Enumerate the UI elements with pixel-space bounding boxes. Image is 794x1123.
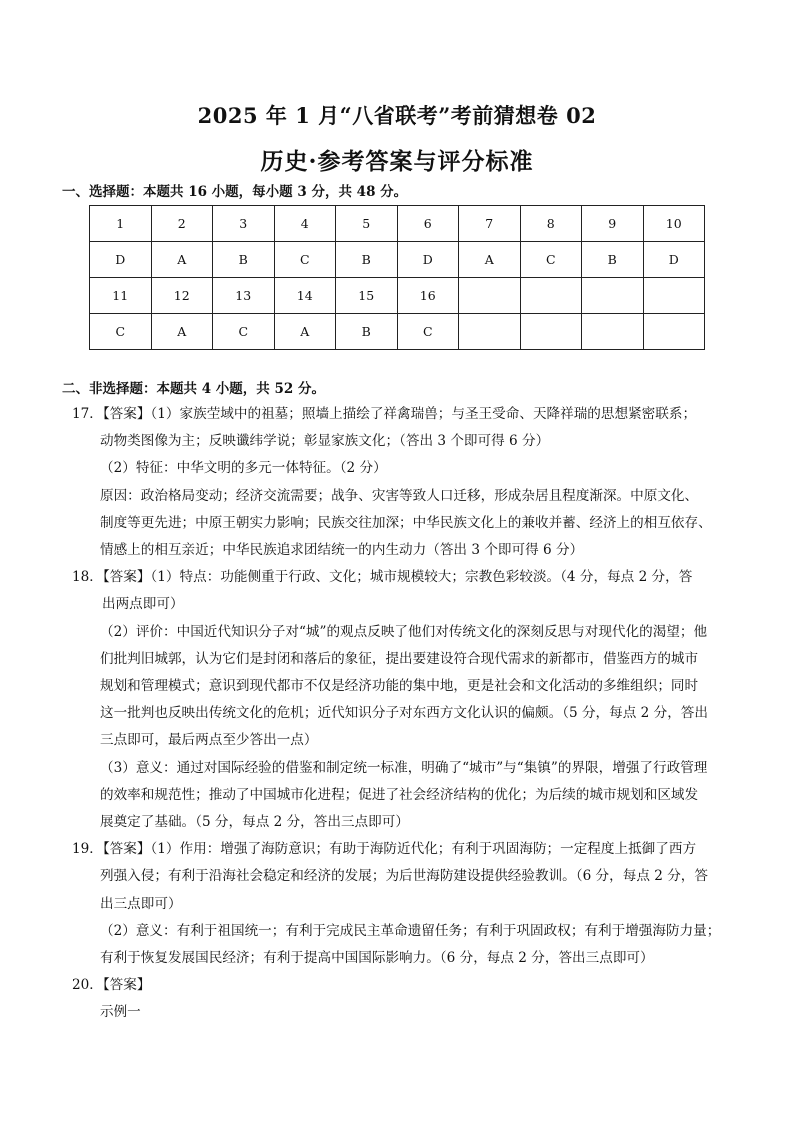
table-cell: 5 — [336, 206, 398, 242]
answer-line: 出两点即可） — [102, 596, 184, 613]
section1-heading: 一、选择题：本题共 16 小题，每小题 3 分，共 48 分。 — [62, 184, 408, 200]
answer-line: 情感上的相互亲近；中华民族追求团结统一的内生动力（答出 3 个即可得 6 分） — [100, 542, 584, 559]
answer-line: 这一批判也反映出传统文化的危机；近代知识分子对东西方文化认识的偏颇。（5 分，每点 2 分，答出 — [100, 705, 708, 722]
answer-line: （2）评价：中国近代知识分子对“城”的观点反映了他们对传统文化的深刻反思与对现代化的渴望；他 — [100, 623, 708, 640]
table-cell: A — [151, 242, 213, 278]
answer-line: 出三点即可） — [100, 895, 182, 912]
table-cell: A — [459, 242, 521, 278]
table-cell: 8 — [520, 206, 582, 242]
table-row — [90, 242, 705, 278]
table-cell: C — [397, 314, 459, 350]
table-row — [90, 206, 705, 242]
page-subtitle: 历史·参考答案与评分标准 — [260, 148, 534, 175]
table-cell: 13 — [213, 278, 275, 314]
answer-line: 动物类图像为主；反映谶纬学说；彰显家族文化；（答出 3 个即可得 6 分） — [100, 433, 550, 450]
answer-line: 制度等更先进；中原王朝实力影响；民族交往加深；中华民族文化上的兼收并蓄、经济上的相互依存、 — [100, 514, 712, 531]
table-cell: A — [151, 314, 213, 350]
page-title: 2025 年 1 月“八省联考”考前猜想卷 02 — [197, 103, 597, 128]
section2-heading: 二、非选择题：本题共 4 小题，共 52 分。 — [62, 381, 325, 397]
answer-line: 示例一 — [100, 1004, 141, 1021]
table-cell: 10 — [643, 206, 705, 242]
answer-line: 的效率和规范性；推动了中国城市化进程；促进了社会经济结构的优化；为后续的城市规划和区域发 — [100, 786, 699, 803]
table-cell — [582, 314, 644, 350]
table-cell: C — [90, 314, 152, 350]
table-cell: 6 — [397, 206, 459, 242]
answer-line: 三点即可，最后两点至少答出一点） — [100, 732, 318, 749]
answer-line: 有利于恢复发展国民经济；有利于提高中国国际影响力。（6 分，每点 2 分，答出三点即可） — [100, 950, 654, 967]
table-cell: 12 — [151, 278, 213, 314]
answer-table — [89, 205, 705, 350]
table-cell: C — [213, 314, 275, 350]
table-cell: 4 — [274, 206, 336, 242]
table-cell — [582, 278, 644, 314]
table-cell: 11 — [90, 278, 152, 314]
answer-line: 们批判旧城郭，认为它们是封闭和落后的象征，提出要建设符合现代需求的新都市，借鉴西方的城市 — [100, 650, 699, 667]
table-cell: 9 — [582, 206, 644, 242]
table-cell: 1 — [90, 206, 152, 242]
answer-line: （2）意义：有利于祖国统一；有利于完成民主革命遗留任务；有利于巩固政权；有利于增强海防力量； — [100, 922, 721, 939]
table-cell — [643, 278, 705, 314]
table-cell: C — [520, 242, 582, 278]
table-cell: B — [582, 242, 644, 278]
answer-line: 展奠定了基础。（5 分，每点 2 分，答出三点即可） — [100, 814, 409, 831]
table-cell — [520, 314, 582, 350]
table-cell: D — [643, 242, 705, 278]
table-row — [90, 314, 705, 350]
table-cell: 2 — [151, 206, 213, 242]
table-cell: 3 — [213, 206, 275, 242]
answer-line: 原因：政治格局变动；经济交流需要；战争、灾害等致人口迁移，形成杂居且程度渐深。中原文化、 — [100, 487, 699, 504]
table-cell: 14 — [274, 278, 336, 314]
table-cell: 15 — [336, 278, 398, 314]
table-row — [90, 278, 705, 314]
answer-line: （2）特征：中华文明的多元一体特征。（2 分） — [100, 460, 387, 477]
answer-line: 18．【答案】（1）特点：功能侧重于行政、文化；城市规模较大；宗教色彩较淡。（4 分，每点 2 分，答 — [72, 569, 693, 586]
table-cell: 7 — [459, 206, 521, 242]
table-cell: 16 — [397, 278, 459, 314]
table-cell — [459, 314, 521, 350]
answer-line: 20．【答案】 — [72, 977, 151, 994]
table-cell: B — [213, 242, 275, 278]
answer-line: （3）意义：通过对国际经验的借鉴和制定统一标准，明确了“城市”与“集镇”的界限，增强了行政管理 — [100, 759, 708, 776]
answer-line: 列强入侵；有利于沿海社会稳定和经济的发展；为后世海防建设提供经验教训。（6 分，每点 2 分，答 — [100, 868, 708, 885]
table-cell: C — [274, 242, 336, 278]
table-cell: A — [274, 314, 336, 350]
answer-body — [72, 401, 732, 1027]
table-cell — [643, 314, 705, 350]
table-cell: D — [397, 242, 459, 278]
table-cell: B — [336, 314, 398, 350]
answer-line: 规划和管理模式；意识到现代都市不仅是经济功能的集中地，更是社会和文化活动的多维组织；同时 — [100, 678, 699, 695]
table-cell: D — [90, 242, 152, 278]
table-cell: B — [336, 242, 398, 278]
table-cell — [459, 278, 521, 314]
answer-line: 17．【答案】（1）家族茔域中的祖墓；照墙上描绘了祥禽瑞兽；与圣王受命、天降祥瑞的思想紧密联系； — [72, 406, 697, 422]
table-cell — [520, 278, 582, 314]
answer-line: 19．【答案】（1）作用：增强了海防意识；有助于海防近代化；有利于巩固海防；一定程度上抵御了西方 — [72, 841, 697, 858]
